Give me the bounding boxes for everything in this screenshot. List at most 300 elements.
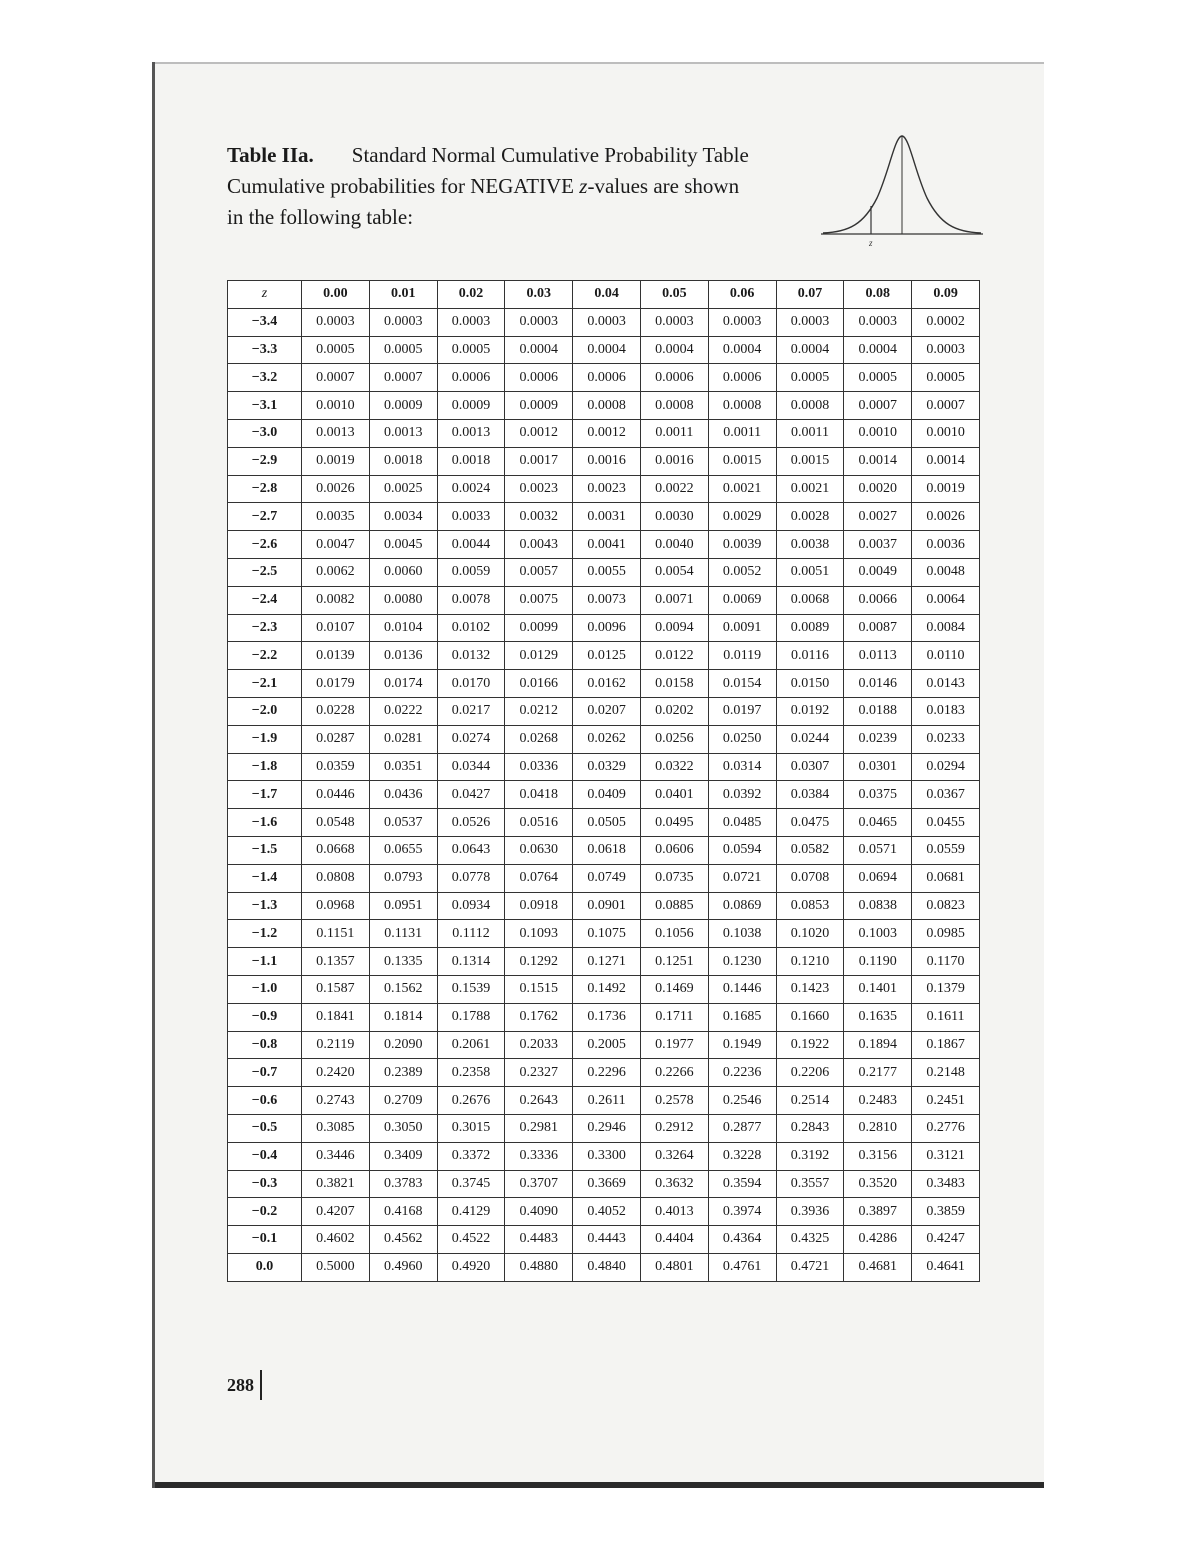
probability-cell: 0.0594 (708, 836, 776, 864)
probability-cell: 0.2420 (302, 1059, 370, 1087)
probability-cell: 0.2514 (776, 1087, 844, 1115)
probability-cell: 0.0418 (505, 781, 573, 809)
probability-cell: 0.0005 (369, 336, 437, 364)
table-row (228, 586, 980, 614)
probability-cell: 0.3446 (302, 1142, 370, 1170)
probability-cell: 0.0427 (437, 781, 505, 809)
probability-cell: 0.2743 (302, 1087, 370, 1115)
probability-cell: 0.0125 (573, 642, 641, 670)
probability-cell: 0.3015 (437, 1114, 505, 1142)
probability-cell: 0.0150 (776, 670, 844, 698)
column-header: 0.01 (369, 281, 437, 309)
heading-line-2 (227, 171, 827, 202)
probability-cell: 0.4325 (776, 1226, 844, 1254)
probability-cell: 0.0294 (912, 753, 980, 781)
probability-cell: 0.0409 (573, 781, 641, 809)
probability-cell: 0.0010 (302, 392, 370, 420)
probability-cell: 0.1446 (708, 975, 776, 1003)
probability-cell: 0.1335 (369, 948, 437, 976)
heading-z-variable: z (579, 174, 588, 198)
probability-cell: 0.0008 (640, 392, 708, 420)
probability-cell: 0.0003 (369, 308, 437, 336)
table-row (228, 1059, 980, 1087)
probability-cell: 0.0708 (776, 864, 844, 892)
probability-cell: 0.0217 (437, 697, 505, 725)
heading-line-3: in the following table: (227, 205, 414, 229)
probability-cell: 0.0006 (640, 364, 708, 392)
probability-cell: 0.3409 (369, 1142, 437, 1170)
probability-cell: 0.0003 (437, 308, 505, 336)
probability-cell: 0.3050 (369, 1114, 437, 1142)
probability-cell: 0.0139 (302, 642, 370, 670)
probability-cell: 0.0084 (912, 614, 980, 642)
z-value-cell: −0.2 (228, 1198, 302, 1226)
probability-cell: 0.0003 (708, 308, 776, 336)
probability-cell: 0.0122 (640, 642, 708, 670)
probability-cell: 0.4168 (369, 1198, 437, 1226)
probability-cell: 0.0099 (505, 614, 573, 642)
z-value-cell: −2.9 (228, 447, 302, 475)
probability-cell: 0.0446 (302, 781, 370, 809)
z-value-cell: −2.7 (228, 503, 302, 531)
probability-cell: 0.0064 (912, 586, 980, 614)
probability-cell: 0.0096 (573, 614, 641, 642)
probability-cell: 0.1469 (640, 975, 708, 1003)
probability-cell: 0.0005 (437, 336, 505, 364)
probability-cell: 0.0062 (302, 558, 370, 586)
probability-cell: 0.0051 (776, 558, 844, 586)
probability-cell: 0.1075 (573, 920, 641, 948)
table-row (228, 531, 980, 559)
table-row (228, 642, 980, 670)
probability-cell: 0.0351 (369, 753, 437, 781)
probability-cell: 0.0022 (640, 475, 708, 503)
probability-cell: 0.1251 (640, 948, 708, 976)
probability-cell: 0.4761 (708, 1253, 776, 1281)
heading-line-1 (227, 140, 827, 171)
probability-cell: 0.1056 (640, 920, 708, 948)
probability-cell: 0.1038 (708, 920, 776, 948)
probability-cell: 0.3557 (776, 1170, 844, 1198)
probability-cell: 0.1587 (302, 975, 370, 1003)
probability-cell: 0.0007 (369, 364, 437, 392)
probability-cell: 0.4404 (640, 1226, 708, 1254)
probability-cell: 0.0869 (708, 892, 776, 920)
probability-cell: 0.0582 (776, 836, 844, 864)
probability-cell: 0.0002 (912, 308, 980, 336)
probability-cell: 0.0735 (640, 864, 708, 892)
table-row (228, 614, 980, 642)
probability-cell: 0.0116 (776, 642, 844, 670)
probability-cell: 0.0436 (369, 781, 437, 809)
probability-cell: 0.1660 (776, 1003, 844, 1031)
probability-cell: 0.1379 (912, 975, 980, 1003)
z-value-cell: −0.9 (228, 1003, 302, 1031)
probability-cell: 0.3264 (640, 1142, 708, 1170)
probability-cell: 0.1949 (708, 1031, 776, 1059)
probability-cell: 0.0606 (640, 836, 708, 864)
probability-cell: 0.2148 (912, 1059, 980, 1087)
probability-cell: 0.2912 (640, 1114, 708, 1142)
probability-cell: 0.0158 (640, 670, 708, 698)
probability-cell: 0.0721 (708, 864, 776, 892)
table-row (228, 975, 980, 1003)
probability-cell: 0.0015 (776, 447, 844, 475)
probability-cell: 0.0094 (640, 614, 708, 642)
probability-cell: 0.0023 (505, 475, 573, 503)
probability-cell: 0.1685 (708, 1003, 776, 1031)
probability-cell: 0.0012 (573, 419, 641, 447)
probability-cell: 0.0007 (302, 364, 370, 392)
probability-cell: 0.1894 (844, 1031, 912, 1059)
table-row (228, 308, 980, 336)
probability-cell: 0.0401 (640, 781, 708, 809)
probability-cell: 0.0008 (573, 392, 641, 420)
probability-cell: 0.2005 (573, 1031, 641, 1059)
probability-cell: 0.1423 (776, 975, 844, 1003)
probability-cell: 0.4801 (640, 1253, 708, 1281)
probability-cell: 0.0256 (640, 725, 708, 753)
probability-cell: 0.0516 (505, 809, 573, 837)
probability-cell: 0.0040 (640, 531, 708, 559)
probability-cell: 0.0004 (776, 336, 844, 364)
probability-cell: 0.0075 (505, 586, 573, 614)
probability-cell: 0.1922 (776, 1031, 844, 1059)
probability-cell: 0.1562 (369, 975, 437, 1003)
probability-cell: 0.0853 (776, 892, 844, 920)
probability-cell: 0.1357 (302, 948, 370, 976)
probability-cell: 0.0154 (708, 670, 776, 698)
z-value-cell: −2.5 (228, 558, 302, 586)
probability-cell: 0.3936 (776, 1198, 844, 1226)
probability-cell: 0.0485 (708, 809, 776, 837)
table-row (228, 920, 980, 948)
probability-cell: 0.2981 (505, 1114, 573, 1142)
z-value-cell: 0.0 (228, 1253, 302, 1281)
probability-cell: 0.0694 (844, 864, 912, 892)
probability-cell: 0.0008 (708, 392, 776, 420)
probability-cell: 0.0018 (369, 447, 437, 475)
table-row (228, 1114, 980, 1142)
probability-cell: 0.0069 (708, 586, 776, 614)
probability-cell: 0.0526 (437, 809, 505, 837)
probability-cell: 0.0003 (640, 308, 708, 336)
probability-cell: 0.0019 (912, 475, 980, 503)
probability-cell: 0.0918 (505, 892, 573, 920)
probability-cell: 0.0016 (573, 447, 641, 475)
probability-cell: 0.0475 (776, 809, 844, 837)
z-value-cell: −1.1 (228, 948, 302, 976)
probability-cell: 0.3192 (776, 1142, 844, 1170)
probability-cell: 0.0059 (437, 558, 505, 586)
probability-cell: 0.0060 (369, 558, 437, 586)
probability-cell: 0.0029 (708, 503, 776, 531)
probability-cell: 0.0281 (369, 725, 437, 753)
probability-cell: 0.0336 (505, 753, 573, 781)
probability-cell: 0.3121 (912, 1142, 980, 1170)
probability-cell: 0.0089 (776, 614, 844, 642)
table-row (228, 392, 980, 420)
probability-cell: 0.0009 (369, 392, 437, 420)
probability-cell: 0.0505 (573, 809, 641, 837)
probability-cell: 0.1515 (505, 975, 573, 1003)
probability-cell: 0.0011 (640, 419, 708, 447)
table-row (228, 1170, 980, 1198)
column-header: 0.02 (437, 281, 505, 309)
probability-cell: 0.0823 (912, 892, 980, 920)
probability-cell: 0.1210 (776, 948, 844, 976)
probability-cell: 0.4721 (776, 1253, 844, 1281)
table-row (228, 364, 980, 392)
probability-cell: 0.0043 (505, 531, 573, 559)
probability-cell: 0.3228 (708, 1142, 776, 1170)
probability-cell: 0.0041 (573, 531, 641, 559)
probability-cell: 0.0162 (573, 670, 641, 698)
probability-cell: 0.0039 (708, 531, 776, 559)
probability-cell: 0.0228 (302, 697, 370, 725)
probability-cell: 0.2843 (776, 1114, 844, 1142)
probability-cell: 0.0274 (437, 725, 505, 753)
z-value-cell: −2.4 (228, 586, 302, 614)
table-row (228, 1031, 980, 1059)
probability-cell: 0.0009 (437, 392, 505, 420)
probability-cell: 0.0011 (776, 419, 844, 447)
probability-cell: 0.1401 (844, 975, 912, 1003)
probability-cell: 0.0018 (437, 447, 505, 475)
probability-cell: 0.2877 (708, 1114, 776, 1142)
probability-cell: 0.2810 (844, 1114, 912, 1142)
table-row (228, 864, 980, 892)
probability-cell: 0.3594 (708, 1170, 776, 1198)
probability-cell: 0.0034 (369, 503, 437, 531)
column-header: 0.04 (573, 281, 641, 309)
probability-cell: 0.0003 (844, 308, 912, 336)
z-value-cell: −1.8 (228, 753, 302, 781)
probability-cell: 0.0078 (437, 586, 505, 614)
probability-cell: 0.0007 (912, 392, 980, 420)
probability-cell: 0.0091 (708, 614, 776, 642)
table-row (228, 836, 980, 864)
probability-cell: 0.2236 (708, 1059, 776, 1087)
probability-cell: 0.2177 (844, 1059, 912, 1087)
page-number: 288 (227, 1370, 262, 1400)
probability-cell: 0.0170 (437, 670, 505, 698)
probability-cell: 0.2061 (437, 1031, 505, 1059)
probability-cell: 0.0808 (302, 864, 370, 892)
table-row (228, 892, 980, 920)
probability-cell: 0.0985 (912, 920, 980, 948)
probability-cell: 0.3632 (640, 1170, 708, 1198)
probability-cell: 0.0017 (505, 447, 573, 475)
z-value-cell: −0.5 (228, 1114, 302, 1142)
probability-cell: 0.4129 (437, 1198, 505, 1226)
probability-cell: 0.0934 (437, 892, 505, 920)
z-value-cell: −1.6 (228, 809, 302, 837)
probability-cell: 0.0010 (912, 419, 980, 447)
probability-cell: 0.3859 (912, 1198, 980, 1226)
probability-cell: 0.0571 (844, 836, 912, 864)
probability-cell: 0.0013 (369, 419, 437, 447)
z-value-cell: −2.2 (228, 642, 302, 670)
probability-cell: 0.3336 (505, 1142, 573, 1170)
probability-cell: 0.0052 (708, 558, 776, 586)
probability-cell: 0.0009 (505, 392, 573, 420)
probability-cell: 0.0643 (437, 836, 505, 864)
probability-cell: 0.3783 (369, 1170, 437, 1198)
probability-cell: 0.1190 (844, 948, 912, 976)
probability-cell: 0.0003 (505, 308, 573, 336)
probability-cell: 0.0548 (302, 809, 370, 837)
probability-cell: 0.4522 (437, 1226, 505, 1254)
table-row (228, 948, 980, 976)
probability-cell: 0.0392 (708, 781, 776, 809)
probability-cell: 0.0537 (369, 809, 437, 837)
probability-cell: 0.0038 (776, 531, 844, 559)
table-row (228, 1253, 980, 1281)
probability-cell: 0.0030 (640, 503, 708, 531)
probability-cell: 0.0314 (708, 753, 776, 781)
probability-cell: 0.0202 (640, 697, 708, 725)
column-header: 0.00 (302, 281, 370, 309)
probability-cell: 0.0006 (573, 364, 641, 392)
probability-cell: 0.0027 (844, 503, 912, 531)
probability-cell: 0.1635 (844, 1003, 912, 1031)
probability-cell: 0.0287 (302, 725, 370, 753)
probability-cell: 0.0057 (505, 558, 573, 586)
probability-cell: 0.0087 (844, 614, 912, 642)
probability-cell: 0.4207 (302, 1198, 370, 1226)
table-row (228, 753, 980, 781)
table-heading (227, 140, 827, 233)
probability-cell: 0.1736 (573, 1003, 641, 1031)
probability-cell: 0.1788 (437, 1003, 505, 1031)
z-value-cell: −1.4 (228, 864, 302, 892)
probability-cell: 0.0073 (573, 586, 641, 614)
probability-cell: 0.0793 (369, 864, 437, 892)
probability-cell: 0.1611 (912, 1003, 980, 1031)
probability-cell: 0.4364 (708, 1226, 776, 1254)
probability-cell: 0.4880 (505, 1253, 573, 1281)
probability-cell: 0.1093 (505, 920, 573, 948)
probability-cell: 0.2451 (912, 1087, 980, 1115)
probability-cell: 0.0028 (776, 503, 844, 531)
table-row (228, 1003, 980, 1031)
probability-cell: 0.4602 (302, 1226, 370, 1254)
probability-cell: 0.0033 (437, 503, 505, 531)
probability-cell: 0.0630 (505, 836, 573, 864)
z-value-cell: −3.1 (228, 392, 302, 420)
probability-cell: 0.1841 (302, 1003, 370, 1031)
probability-cell: 0.0035 (302, 503, 370, 531)
z-value-cell: −2.1 (228, 670, 302, 698)
probability-cell: 0.4013 (640, 1198, 708, 1226)
column-header: 0.06 (708, 281, 776, 309)
probability-cell: 0.1814 (369, 1003, 437, 1031)
probability-cell: 0.0014 (912, 447, 980, 475)
probability-cell: 0.4681 (844, 1253, 912, 1281)
probability-cell: 0.1003 (844, 920, 912, 948)
probability-cell: 0.0968 (302, 892, 370, 920)
probability-cell: 0.0179 (302, 670, 370, 698)
probability-cell: 0.0005 (912, 364, 980, 392)
probability-cell: 0.2358 (437, 1059, 505, 1087)
probability-cell: 0.4920 (437, 1253, 505, 1281)
column-header: 0.09 (912, 281, 980, 309)
probability-cell: 0.0143 (912, 670, 980, 698)
table-row (228, 670, 980, 698)
probability-cell: 0.2946 (573, 1114, 641, 1142)
table-row (228, 781, 980, 809)
probability-cell: 0.0104 (369, 614, 437, 642)
probability-cell: 0.3669 (573, 1170, 641, 1198)
probability-cell: 0.4960 (369, 1253, 437, 1281)
probability-cell: 0.0239 (844, 725, 912, 753)
table-row (228, 447, 980, 475)
probability-cell: 0.0233 (912, 725, 980, 753)
probability-cell: 0.3156 (844, 1142, 912, 1170)
probability-cell: 0.0031 (573, 503, 641, 531)
probability-cell: 0.0011 (708, 419, 776, 447)
probability-cell: 0.0384 (776, 781, 844, 809)
probability-cell: 0.0212 (505, 697, 573, 725)
probability-cell: 0.3745 (437, 1170, 505, 1198)
probability-cell: 0.2483 (844, 1087, 912, 1115)
probability-cell: 0.0005 (302, 336, 370, 364)
probability-cell: 0.0166 (505, 670, 573, 698)
probability-cell: 0.0037 (844, 531, 912, 559)
probability-cell: 0.0006 (505, 364, 573, 392)
probability-cell: 0.0004 (640, 336, 708, 364)
z-value-cell: −1.9 (228, 725, 302, 753)
probability-cell: 0.3821 (302, 1170, 370, 1198)
probability-cell: 0.2327 (505, 1059, 573, 1087)
probability-cell: 0.0013 (437, 419, 505, 447)
z-value-cell: −2.8 (228, 475, 302, 503)
probability-cell: 0.2776 (912, 1114, 980, 1142)
table-label: Table IIa. (227, 143, 314, 167)
probability-cell: 0.3085 (302, 1114, 370, 1142)
probability-cell: 0.0244 (776, 725, 844, 753)
probability-cell: 0.2266 (640, 1059, 708, 1087)
probability-cell: 0.0020 (844, 475, 912, 503)
probability-cell: 0.1112 (437, 920, 505, 948)
probability-cell: 0.0023 (573, 475, 641, 503)
probability-cell: 0.0455 (912, 809, 980, 837)
probability-cell: 0.1539 (437, 975, 505, 1003)
table-row (228, 419, 980, 447)
probability-cell: 0.0885 (640, 892, 708, 920)
book-page (152, 62, 1044, 1488)
probability-cell: 0.0005 (776, 364, 844, 392)
probability-cell: 0.0003 (912, 336, 980, 364)
probability-cell: 0.4840 (573, 1253, 641, 1281)
top-rule (155, 62, 1044, 64)
table-row (228, 697, 980, 725)
probability-cell: 0.3483 (912, 1170, 980, 1198)
probability-cell: 0.0132 (437, 642, 505, 670)
probability-cell: 0.0495 (640, 809, 708, 837)
probability-cell: 0.1170 (912, 948, 980, 976)
probability-cell: 0.0119 (708, 642, 776, 670)
probability-cell: 0.0268 (505, 725, 573, 753)
probability-cell: 0.0764 (505, 864, 573, 892)
z-value-cell: −0.3 (228, 1170, 302, 1198)
probability-cell: 0.0003 (302, 308, 370, 336)
probability-cell: 0.4286 (844, 1226, 912, 1254)
probability-cell: 0.1151 (302, 920, 370, 948)
table-body (228, 308, 980, 1281)
probability-cell: 0.2709 (369, 1087, 437, 1115)
